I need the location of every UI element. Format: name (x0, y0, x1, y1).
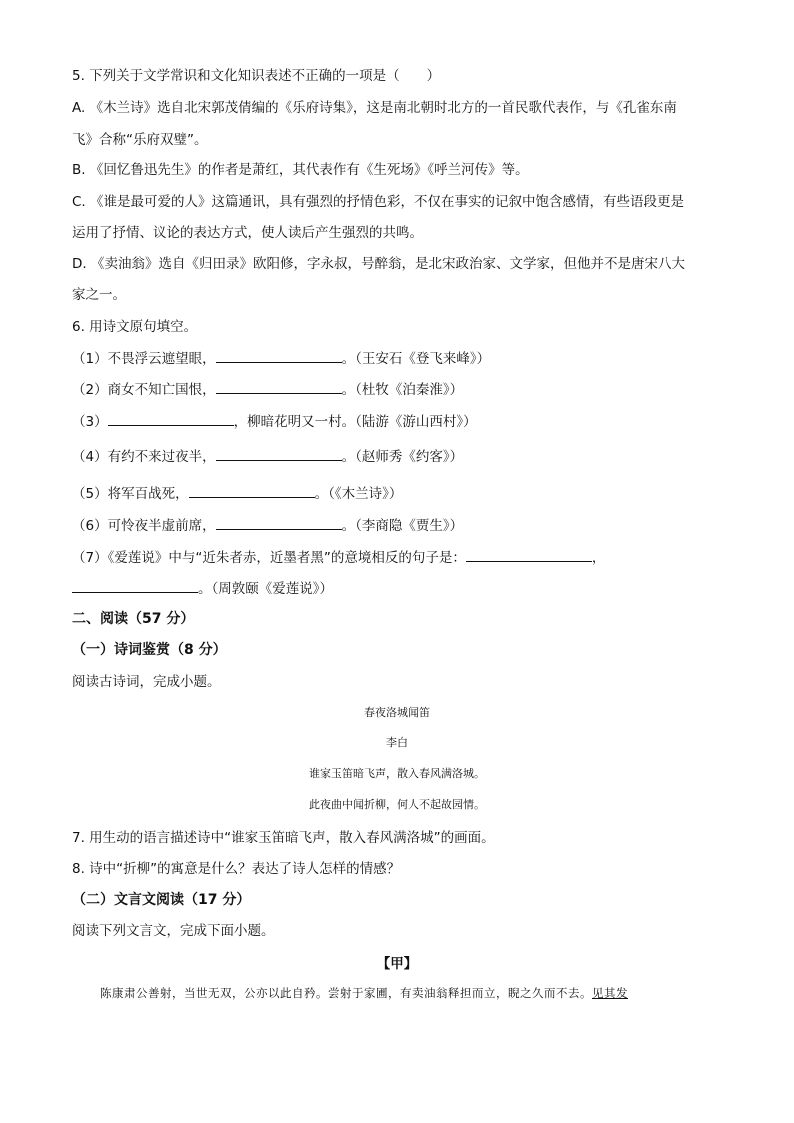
q6-item-7-source: 。（周敦颐《爱莲说》） (198, 581, 333, 597)
classical-passage-jia (100, 985, 628, 1001)
q6-item-3-prompt: （3） (72, 414, 108, 430)
poetry-instructions: 阅读古诗词，完成小题。 (72, 674, 221, 690)
q6-item-6-source: 。（李商隐《贾生》） (341, 518, 464, 534)
classical-underlined-text: 见其发 (592, 986, 628, 1000)
poem-line-2: 此夜曲中闻折柳，何人不起故园情。 (309, 798, 485, 811)
subsection-heading-poetry: （一）诗词鉴赏（8 分） (72, 642, 227, 658)
q5-option-c: C. 《谁是最可爱的人》这篇通讯，具有强烈的抒情色彩，不仅在事实的记叙中饱含感情，有些语段更是 (72, 194, 685, 210)
q6-item-4 (72, 446, 463, 467)
q5-stem: 5. 下列关于文学常识和文化知识表述不正确的一项是（ ） (72, 68, 441, 84)
q6-item-2-prompt: （2）商女不知亡国恨， (72, 382, 216, 398)
q5-option-d-cont: 家之一。 (72, 287, 126, 303)
q6-item-4-source: 。（赵师秀《约客》） (341, 449, 464, 465)
passage-label-jia: 【甲】 (376, 956, 418, 972)
q6-item-6-prompt: （6）可怜夜半虚前席， (72, 518, 216, 534)
answer-blank[interactable] (216, 446, 342, 461)
poem-author: 李白 (386, 736, 408, 749)
q6-item-6 (72, 515, 463, 536)
q6-item-7-prompt: （7）《爱莲说》中与“近朱者赤，近墨者黑”的意境相反的句子是： (72, 550, 466, 566)
answer-blank[interactable] (72, 578, 198, 593)
q6-item-2-source: 。（杜牧《泊秦淮》） (341, 382, 464, 398)
q5-option-a-cont: 飞》合称“乐府双璧”。 (72, 132, 208, 148)
classical-instructions: 阅读下列文言文，完成下面小题。 (72, 923, 275, 939)
subsection-heading-classical: （二）文言文阅读（17 分） (72, 892, 251, 908)
question-7: 7. 用生动的语言描述诗中“谁家玉笛暗飞声，散入春风满洛城”的画面。 (72, 830, 495, 846)
q5-option-d: D. 《卖油翁》选自《归田录》欧阳修，字永叔，号醉翁，是北宋政治家、文学家，但他并不是唐宋八大 (72, 256, 685, 272)
answer-blank[interactable] (108, 411, 234, 426)
q6-item-1-prompt: （1）不畏浮云遮望眼， (72, 351, 216, 367)
q6-item-1 (72, 348, 490, 369)
answer-blank[interactable] (189, 483, 315, 498)
q6-item-3 (72, 411, 477, 432)
q6-item-7-cont (72, 578, 333, 599)
q6-item-1-source: 。（王安石《登飞来峰》） (341, 351, 491, 367)
q6-item-4-prompt: （4）有约不来过夜半， (72, 449, 216, 465)
section-heading-reading: 二、阅读（57 分） (72, 611, 195, 627)
question-8: 8. 诗中“折柳”的寓意是什么？表达了诗人怎样的情感？ (72, 861, 401, 877)
q5-option-a: A. 《木兰诗》选自北宋郭茂倩编的《乐府诗集》，这是南北朝时北方的一首民歌代表作，与《孔雀东南 (72, 100, 677, 116)
answer-blank[interactable] (216, 379, 342, 394)
poem-line-1: 谁家玉笛暗飞声，散入春风满洛城。 (309, 767, 485, 780)
q6-item-5-source: 。（《木兰诗》） (314, 486, 403, 502)
q6-item-2 (72, 379, 463, 400)
answer-blank[interactable] (216, 348, 342, 363)
q6-item-3-source: ，柳暗花明又一村。（陆游《游山西村》） (233, 414, 477, 430)
classical-text: 陈康肃公善射，当世无双，公亦以此自矜。尝射于家圃，有卖油翁释担而立，睨之久而不去。 (100, 986, 592, 1000)
q6-stem: 6. 用诗文原句填空。 (72, 319, 198, 335)
q6-item-5 (72, 483, 402, 504)
q6-item-5-prompt: （5）将军百战死， (72, 486, 189, 502)
poem-title: 春夜洛城闻笛 (364, 706, 430, 719)
answer-blank[interactable] (216, 515, 342, 530)
q5-option-c-cont: 运用了抒情、议论的表达方式，使人读后产生强烈的共鸣。 (72, 225, 423, 241)
answer-blank[interactable] (466, 547, 592, 562)
q6-item-7-comma: ， (591, 550, 606, 566)
q6-item-7 (72, 547, 605, 568)
q5-option-b: B. 《回忆鲁迅先生》的作者是萧红，其代表作有《生死场》《呼兰河传》等。 (72, 162, 529, 178)
